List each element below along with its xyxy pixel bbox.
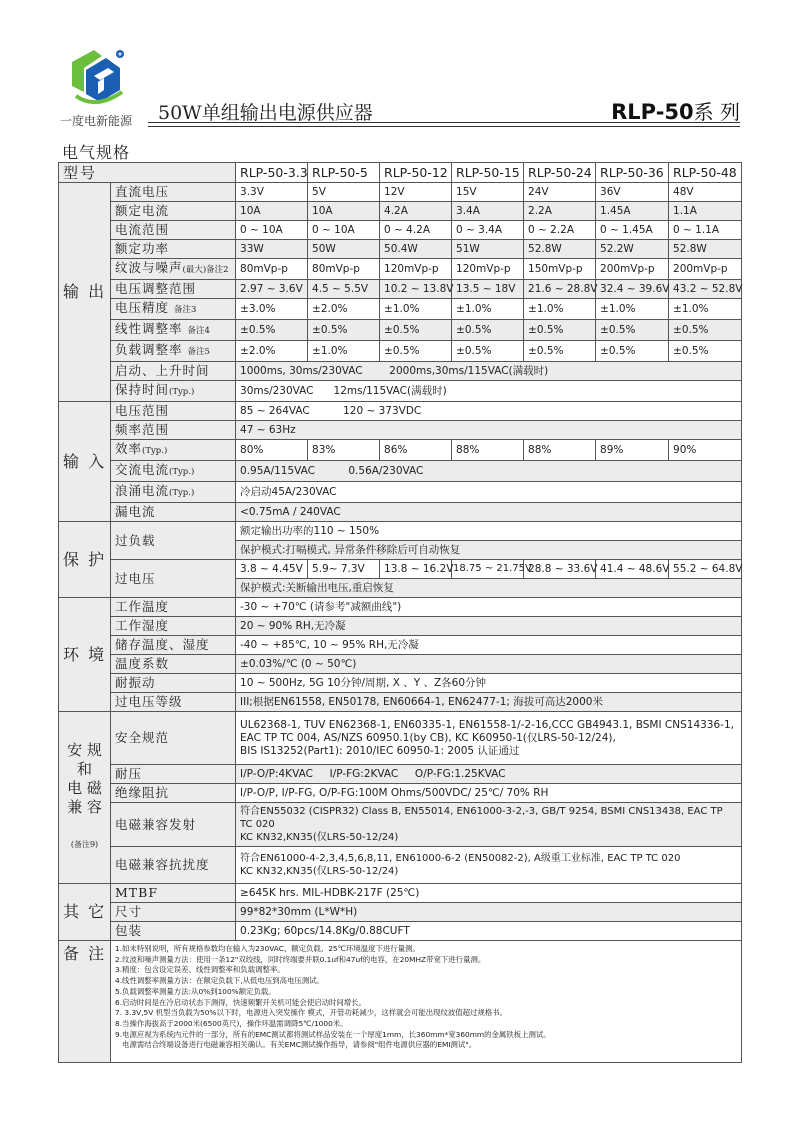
- input-group-label: 输 入: [59, 402, 111, 522]
- value-cell: ±1.0%: [669, 299, 742, 320]
- value-cell: 18.75 ~ 21.75V: [452, 560, 524, 579]
- model-name: RLP-50-48: [669, 163, 742, 183]
- row-label: MTBF: [111, 884, 236, 903]
- safety-group-note: (备注9): [70, 840, 99, 849]
- row-label: 工作湿度: [111, 617, 236, 636]
- brand-name: 一度电新能源: [60, 114, 133, 128]
- hold-up-note: (Typ.): [169, 387, 195, 397]
- value-cell: 80mVp-p: [236, 259, 308, 280]
- notes-group-label: 备 注: [59, 941, 111, 1063]
- value-cell: ±0.5%: [669, 341, 742, 362]
- model-name: RLP-50-24: [524, 163, 596, 183]
- note-line: 6.启动时间是在冷启动状态下测得，快速频繁开关机可能会使启动时间增长。: [115, 997, 366, 1007]
- value-cell: 88%: [524, 440, 596, 461]
- note-line: 9.电源应视为系统内元件的一部分，所有的EMC测试都将测试样品安装在一个厚度1mm，长360mm*宽360mm的金属铁板上测试。: [115, 1029, 551, 1039]
- ac-current-label: 交流电流: [115, 462, 170, 477]
- row-label: 漏电流: [111, 503, 236, 522]
- value-cell: 99*82*30mm (L*W*H): [236, 903, 742, 922]
- value-cell: ±0.5%: [524, 341, 596, 362]
- load-reg-note: 备注5: [187, 347, 210, 357]
- input-voltage-range-row: [59, 402, 742, 421]
- ripple-label: 纹波与噪声: [115, 260, 183, 275]
- environment-group-label: 环 境: [59, 598, 111, 712]
- value-cell: 13.5 ~ 18V: [452, 280, 524, 299]
- value-cell: ±0.5%: [452, 341, 524, 362]
- output-ripple-row: [59, 259, 742, 280]
- note-line: 3.精度：包含设定误差、线性调整率和负载调整率。: [115, 965, 285, 975]
- value-cell: ±3.0%: [236, 299, 308, 320]
- value-cell: 0 ~ 4.2A: [380, 221, 452, 240]
- input-freq-range-row: [59, 421, 742, 440]
- value-cell: 10 ~ 500Hz, 5G 10分钟/周期, X 、Y 、Z各60分钟: [236, 674, 742, 693]
- safety-group-label: [59, 712, 111, 884]
- value-cell: 36V: [596, 183, 669, 202]
- model-name: RLP-50-12: [380, 163, 452, 183]
- series-title: [611, 96, 740, 125]
- value-cell: 200mVp-p: [596, 259, 669, 280]
- value-cell: -30 ~ +70℃ (请参考"减额曲线"): [236, 598, 742, 617]
- value-cell: ±0.5%: [524, 320, 596, 341]
- note-line: 电源需结合终端设备进行电磁兼容相关确认。有关EMC测试操作指导，请参阅"组件电源供应器的EMI测试"。: [115, 1040, 477, 1050]
- protection-group-label: 保 护: [59, 522, 111, 598]
- section-title: 电气规格: [62, 143, 131, 162]
- hold-up-label: 保持时间: [115, 382, 170, 397]
- safety-isolation-row: [59, 784, 742, 803]
- value-cell: 3.3V: [236, 183, 308, 202]
- value-cell: -40 ~ +85℃, 10 ~ 95% RH,无冷凝: [236, 636, 742, 655]
- value-cell: ±1.0%: [380, 299, 452, 320]
- safety-emc-immunity-row: [59, 847, 742, 884]
- row-label: 工作温度: [111, 598, 236, 617]
- note-line: 8.当操作海拔高于2000米(6500英尺)，操作环温需调降5℃/1000米。: [115, 1018, 348, 1028]
- value-cell: III;根据EN61558, EN50178, EN60664-1, EN62477-1; 海拔可高达2000米: [236, 693, 742, 712]
- value-cell: 10A: [236, 202, 308, 221]
- value-cell: 10.2 ~ 13.8V: [380, 280, 452, 299]
- value-cell: 80%: [236, 440, 308, 461]
- efficiency-note: (Typ.): [142, 446, 168, 456]
- value-cell: ±1.0%: [452, 299, 524, 320]
- value-cell: 86%: [380, 440, 452, 461]
- env-vibration-row: [59, 674, 742, 693]
- spec-table: [58, 162, 742, 1063]
- env-ov-category-row: [59, 693, 742, 712]
- env-work-temp-row: [59, 598, 742, 617]
- value-cell: <0.75mA / 240VAC: [236, 503, 742, 522]
- row-label: 电流范围: [111, 221, 236, 240]
- row-label: 过电压等级: [111, 693, 236, 712]
- value-cell: 43.2 ~ 52.8V: [669, 280, 742, 299]
- value-cell: 41.4 ~ 48.6V: [596, 560, 669, 579]
- row-label: [111, 440, 236, 461]
- value-cell: 0 ~ 10A: [236, 221, 308, 240]
- note-line: 5.负载调整率测量方法:从0%到100%额定负载。: [115, 986, 276, 996]
- value-cell: 0.95A/115VAC 0.56A/230VAC: [236, 461, 742, 482]
- others-packing-row: [59, 922, 742, 941]
- value-cell: 4.5 ~ 5.5V: [308, 280, 380, 299]
- value-cell: 52.2W: [596, 240, 669, 259]
- tolerance-label: 电压精度: [115, 300, 170, 315]
- note-line: 2.纹波和噪声测量方法：使用一条12"双绞线，同时终端要并联0.1uf和47uf的电容，在20MHZ带宽下进行量测。: [115, 954, 486, 964]
- value-cell: ±0.5%: [380, 341, 452, 362]
- value-cell: 0 ~ 2.2A: [524, 221, 596, 240]
- line-reg-label: 线性调整率: [115, 321, 183, 336]
- protection-overload-row-1: [59, 522, 742, 541]
- value-cell: 120mVp-p: [380, 259, 452, 280]
- note-line: 7. 3.3V,5V 机型当负载为50%以下时，电源进入突发操作 模式，开管功耗减少，这样就会可能出现纹波值超过规格书。: [115, 1008, 508, 1018]
- value-cell: 0 ~ 1.1A: [669, 221, 742, 240]
- output-hold-up-row: [59, 381, 742, 402]
- value-cell: ±1.0%: [308, 341, 380, 362]
- value-cell: ±2.0%: [308, 299, 380, 320]
- row-label: 尺寸: [111, 903, 236, 922]
- row-label: 过电压: [111, 560, 236, 598]
- row-label: 耐压: [111, 765, 236, 784]
- row-label: 额定功率: [111, 240, 236, 259]
- model-name: RLP-50-3.3: [236, 163, 308, 183]
- line-reg-note: 备注4: [187, 326, 210, 336]
- value-cell: 51W: [452, 240, 524, 259]
- load-reg-label: 负载调整率: [115, 342, 183, 357]
- emc-immunity-line: KC KN32,KN35(仅LRS-50-12/24): [240, 866, 399, 877]
- output-dc-voltage-row: [59, 183, 742, 202]
- value-cell: 额定输出功率的110 ~ 150%: [236, 522, 742, 541]
- row-label: [111, 461, 236, 482]
- brand-logo-icon: [62, 40, 132, 110]
- notes-cell: [111, 941, 742, 1063]
- value-cell: 10A: [308, 202, 380, 221]
- value-cell: I/P-O/P:4KVAC I/P-FG:2KVAC O/P-FG:1.25KVAC: [236, 765, 742, 784]
- emc-emission-line: 符合EN55032 (CISPR32) Class B, EN55014, EN61000-3-2,-3, GB/T 9254, BSMI CNS13438, EAC TP TC 020: [240, 806, 723, 830]
- value-cell: 120mVp-p: [452, 259, 524, 280]
- value-cell: ±2.0%: [236, 341, 308, 362]
- row-label: 额定电流: [111, 202, 236, 221]
- value-cell: 15V: [452, 183, 524, 202]
- row-label: 储存温度、湿度: [111, 636, 236, 655]
- value-cell: ±0.5%: [236, 320, 308, 341]
- env-storage-row: [59, 636, 742, 655]
- value-cell: 5V: [308, 183, 380, 202]
- safety-group-line: 安 规: [67, 741, 102, 759]
- emc-emission-line: KC KN32,KN35(仅LRS-50-12/24): [240, 832, 399, 843]
- output-line-reg-row: [59, 320, 742, 341]
- value-cell: 3.4A: [452, 202, 524, 221]
- value-cell: 0.23Kg; 60pcs/14.8Kg/0.88CUFT: [236, 922, 742, 941]
- doc-title: 50W单组输出电源供应器: [158, 102, 373, 124]
- value-cell: 2.2A: [524, 202, 596, 221]
- value-cell: 150mVp-p: [524, 259, 596, 280]
- value-cell: 89%: [596, 440, 669, 461]
- value-cell: 12V: [380, 183, 452, 202]
- value-cell: 83%: [308, 440, 380, 461]
- inrush-note: (Typ.): [169, 488, 195, 498]
- note-line: 4.线性调整率测量方法：在额定负载下,从低电压到高电压测试。: [115, 976, 324, 986]
- value-cell: 24V: [524, 183, 596, 202]
- value-cell: [236, 847, 742, 884]
- value-cell: 13.8 ~ 16.2V: [380, 560, 452, 579]
- value-cell: 1.45A: [596, 202, 669, 221]
- value-cell: 52.8W: [669, 240, 742, 259]
- value-cell: [236, 803, 742, 847]
- row-label: 温度系数: [111, 655, 236, 674]
- value-cell: 0 ~ 10A: [308, 221, 380, 240]
- efficiency-label: 效率: [115, 441, 143, 456]
- model-row: [59, 163, 742, 183]
- row-label: 安全规范: [111, 712, 236, 765]
- row-label: [111, 299, 236, 320]
- value-cell: 85 ~ 264VAC 120 ~ 373VDC: [236, 402, 742, 421]
- row-label: 过负载: [111, 522, 236, 560]
- others-dimension-row: [59, 903, 742, 922]
- value-cell: 52.8W: [524, 240, 596, 259]
- output-setup-rise-row: [59, 362, 742, 381]
- inrush-label: 浪涌电流: [115, 483, 170, 498]
- value-cell: ±0.5%: [596, 320, 669, 341]
- safety-standards-line: BIS IS13252(Part1): 2010/IEC 60950-1: 2005 认证通过: [240, 744, 520, 757]
- header-rule-2: [148, 126, 740, 127]
- row-label: 启动、上升时间: [111, 362, 236, 381]
- value-cell: ±1.0%: [596, 299, 669, 320]
- value-cell: 保护模式:打嗝模式, 异常条件移除后可自动恢复: [236, 541, 742, 560]
- ripple-note-max: (最大): [182, 265, 207, 275]
- value-cell: 0 ~ 1.45A: [596, 221, 669, 240]
- model-name: RLP-50-15: [452, 163, 524, 183]
- value-cell: 4.2A: [380, 202, 452, 221]
- ripple-note: 备注2: [206, 265, 229, 275]
- row-label: [111, 341, 236, 362]
- value-cell: [236, 712, 742, 765]
- value-cell: ±0.5%: [452, 320, 524, 341]
- safety-withstand-row: [59, 765, 742, 784]
- value-cell: 3.8 ~ 4.45V: [236, 560, 308, 579]
- note-line: 1.如未特别说明，所有规格参数均在输入为230VAC、额定负载、25℃环境温度下进行量测。: [115, 944, 420, 953]
- protection-overvoltage-row-1: [59, 560, 742, 579]
- value-cell: ±0.03%/℃ (0 ~ 50℃): [236, 655, 742, 674]
- value-cell: 保护模式:关断输出电压,重启恢复: [236, 579, 742, 598]
- value-cell: 47 ~ 63Hz: [236, 421, 742, 440]
- output-group-label: 输 出: [59, 183, 111, 402]
- input-efficiency-row: [59, 440, 742, 461]
- row-label: [111, 259, 236, 280]
- row-label: [111, 320, 236, 341]
- value-cell: 1.1A: [669, 202, 742, 221]
- safety-group-line: 电 磁: [67, 779, 102, 797]
- env-temp-coeff-row: [59, 655, 742, 674]
- header-rule: [148, 122, 740, 123]
- input-inrush-row: [59, 482, 742, 503]
- notes-row: [59, 941, 742, 1063]
- row-label: 耐振动: [111, 674, 236, 693]
- output-load-reg-row: [59, 341, 742, 362]
- input-ac-current-row: [59, 461, 742, 482]
- value-cell: ±1.0%: [524, 299, 596, 320]
- value-cell: 50W: [308, 240, 380, 259]
- others-group-label: 其 它: [59, 884, 111, 941]
- output-tolerance-row: [59, 299, 742, 320]
- model-name: RLP-50-5: [308, 163, 380, 183]
- value-cell: 55.2 ~ 64.8V: [669, 560, 742, 579]
- tolerance-note: 备注3: [174, 305, 197, 315]
- safety-group-line: 兼 容: [67, 798, 102, 816]
- others-mtbf-row: [59, 884, 742, 903]
- value-cell: ±0.5%: [308, 320, 380, 341]
- value-cell: ±0.5%: [596, 341, 669, 362]
- row-label: 电磁兼容抗扰度: [111, 847, 236, 884]
- row-label: 电压调整范围: [111, 280, 236, 299]
- safety-standards-row: [59, 712, 742, 765]
- value-cell: 冷启动45A/230VAC: [236, 482, 742, 503]
- value-cell: 20 ~ 90% RH,无冷凝: [236, 617, 742, 636]
- value-cell: 200mVp-p: [669, 259, 742, 280]
- row-label: 频率范围: [111, 421, 236, 440]
- value-cell: ±0.5%: [380, 320, 452, 341]
- safety-group-line: 和: [76, 760, 92, 778]
- model-name: RLP-50-36: [596, 163, 669, 183]
- row-label: 电磁兼容发射: [111, 803, 236, 847]
- value-cell: 30ms/230VAC 12ms/115VAC(满载时): [236, 381, 742, 402]
- emc-immunity-line: 符合EN61000-4-2,3,4,5,6,8,11, EN61000-6-2 (EN50082-2), A级重工业标准, EAC TP TC 020: [240, 853, 681, 864]
- output-adj-range-row: [59, 280, 742, 299]
- value-cell: 5.9~ 7.3V: [308, 560, 380, 579]
- value-cell: ≥645K hrs. MIL-HDBK-217F (25℃): [236, 884, 742, 903]
- env-work-humidity-row: [59, 617, 742, 636]
- output-rated-power-row: [59, 240, 742, 259]
- value-cell: 28.8 ~ 33.6V: [524, 560, 596, 579]
- value-cell: 0 ~ 3.4A: [452, 221, 524, 240]
- row-label: 包装: [111, 922, 236, 941]
- value-cell: 48V: [669, 183, 742, 202]
- safety-emc-emission-row: [59, 803, 742, 847]
- value-cell: 2.97 ~ 3.6V: [236, 280, 308, 299]
- output-current-range-row: [59, 221, 742, 240]
- row-label: 电压范围: [111, 402, 236, 421]
- value-cell: 90%: [669, 440, 742, 461]
- value-cell: 21.6 ~ 28.8V: [524, 280, 596, 299]
- ac-current-note: (Typ.): [169, 467, 195, 477]
- series-model: RLP-50: [611, 100, 694, 124]
- value-cell: 1000ms, 30ms/230VAC 2000ms,30ms/115VAC(满载时): [236, 362, 742, 381]
- safety-standards-line: EAC TP TC 004, AS/NZS 60950.1(by CB), KC K60950-1(仅LRS-50-12/24),: [240, 731, 616, 744]
- series-suffix: 系 列: [693, 100, 740, 124]
- safety-standards-line: UL62368-1, TUV EN62368-1, EN60335-1, EN61558-1/-2-16,CCC GB4943.1, BSMI CNS14336-1,: [240, 718, 734, 731]
- row-label: 绝缘阻抗: [111, 784, 236, 803]
- input-leakage-row: [59, 503, 742, 522]
- value-cell: ±0.5%: [669, 320, 742, 341]
- row-label: 直流电压: [111, 183, 236, 202]
- value-cell: 33W: [236, 240, 308, 259]
- row-label: [111, 381, 236, 402]
- value-cell: 80mVp-p: [308, 259, 380, 280]
- output-rated-current-row: [59, 202, 742, 221]
- row-label: [111, 482, 236, 503]
- value-cell: 88%: [452, 440, 524, 461]
- value-cell: I/P-O/P, I/P-FG, O/P-FG:100M Ohms/500VDC/ 25℃/ 70% RH: [236, 784, 742, 803]
- value-cell: 50.4W: [380, 240, 452, 259]
- model-label: 型号: [59, 163, 236, 183]
- value-cell: 32.4 ~ 39.6V: [596, 280, 669, 299]
